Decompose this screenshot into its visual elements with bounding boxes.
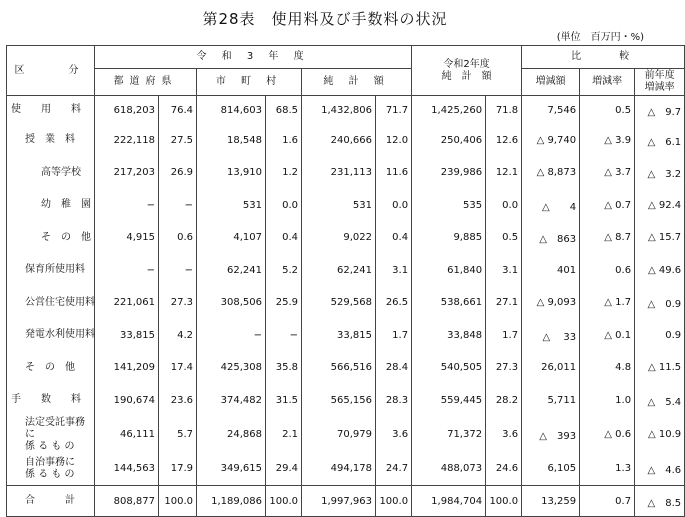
table-cell: 239,986 xyxy=(412,157,486,190)
row-label: 法定受託事務に 係 る も の xyxy=(7,417,95,453)
table-cell: 221,061 xyxy=(95,287,159,320)
table-cell: 529,568 xyxy=(302,287,376,320)
table-cell: △ 9,093 xyxy=(522,287,580,320)
row-label: 保育所使用料 xyxy=(7,254,95,287)
table-cell: 814,603 xyxy=(197,96,266,125)
table-cell: △ 8.5 xyxy=(635,486,685,517)
table-cell: 31.5 xyxy=(266,384,302,417)
header-r3: 令 和 3 年 度 xyxy=(95,46,412,69)
table-cell: 27.5 xyxy=(159,124,197,157)
header-prev-rate: 前年度 増減率 xyxy=(635,69,685,96)
table-cell: 33,815 xyxy=(95,319,159,352)
table-cell: △ 0.1 xyxy=(580,319,635,352)
table-cell: 100.0 xyxy=(486,486,522,517)
table-cell: 9,885 xyxy=(412,222,486,255)
table-cell: 70,979 xyxy=(302,417,376,453)
table-cell: 250,406 xyxy=(412,124,486,157)
table-cell: − xyxy=(266,319,302,352)
table-row xyxy=(7,254,685,287)
table-cell: 4.2 xyxy=(159,319,197,352)
table-cell: 808,877 xyxy=(95,486,159,517)
table-cell: 540,505 xyxy=(412,352,486,385)
table-cell: △ 4.6 xyxy=(635,453,685,486)
table-cell: △ 5.4 xyxy=(635,384,685,417)
unit-note: (単位 百万円・%) xyxy=(556,32,644,43)
table-cell: 26.9 xyxy=(159,157,197,190)
table-cell: 4,915 xyxy=(95,222,159,255)
table-cell: 0.5 xyxy=(486,222,522,255)
table-cell: 190,674 xyxy=(95,384,159,417)
table-cell: 0.0 xyxy=(266,189,302,222)
table-cell: △ 3.9 xyxy=(580,124,635,157)
table-cell: 2.1 xyxy=(266,417,302,453)
table-cell: 1,997,963 xyxy=(302,486,376,517)
table-cell: 1,984,704 xyxy=(412,486,486,517)
table-cell: 33,848 xyxy=(412,319,486,352)
table-cell: △ 0.7 xyxy=(580,189,635,222)
table-cell: 425,308 xyxy=(197,352,266,385)
table-cell: 26.5 xyxy=(376,287,412,320)
table-cell: 12.0 xyxy=(376,124,412,157)
table-cell: − xyxy=(197,319,266,352)
table-cell: 559,445 xyxy=(412,384,486,417)
table-cell: 308,506 xyxy=(197,287,266,320)
table-cell: 494,178 xyxy=(302,453,376,486)
header-diff: 増減額 xyxy=(522,69,580,96)
table-cell: 28.3 xyxy=(376,384,412,417)
table-cell: 33,815 xyxy=(302,319,376,352)
table-cell: △ 6.1 xyxy=(635,124,685,157)
table-cell: 17.9 xyxy=(159,453,197,486)
table-cell: 9,022 xyxy=(302,222,376,255)
table-cell: △ 0.9 xyxy=(635,287,685,320)
table-cell: 27.3 xyxy=(159,287,197,320)
table-row xyxy=(7,417,685,453)
table-cell: △ 3.7 xyxy=(580,157,635,190)
table-cell: 1.0 xyxy=(580,384,635,417)
table-cell: 217,203 xyxy=(95,157,159,190)
table-row xyxy=(7,222,685,255)
table-cell: △ 10.9 xyxy=(635,417,685,453)
table-cell: 71.8 xyxy=(486,96,522,125)
header-r3-muni: 市 町 村 xyxy=(197,69,302,96)
header-r2: 令和2年度 純 計 額 xyxy=(412,46,522,96)
table-body xyxy=(7,96,685,517)
table-cell: 0.6 xyxy=(159,222,197,255)
table-cell: 100.0 xyxy=(266,486,302,517)
table-cell: 28.2 xyxy=(486,384,522,417)
table-cell: 1,189,086 xyxy=(197,486,266,517)
row-label: そ の 他 xyxy=(7,222,95,255)
table-cell: 538,661 xyxy=(412,287,486,320)
table-cell: 62,241 xyxy=(302,254,376,287)
table-cell: 3.6 xyxy=(486,417,522,453)
table-cell: 618,203 xyxy=(95,96,159,125)
table-cell: 0.4 xyxy=(266,222,302,255)
table-cell: 1,432,806 xyxy=(302,96,376,125)
table-cell: △ 0.6 xyxy=(580,417,635,453)
table-cell: 1.2 xyxy=(266,157,302,190)
table-cell: 565,156 xyxy=(302,384,376,417)
table-cell: 12.1 xyxy=(486,157,522,190)
table-cell: △ 49.6 xyxy=(635,254,685,287)
page-title: 第28表 使用料及び手数料の状況 xyxy=(202,10,448,28)
table-cell: 29.4 xyxy=(266,453,302,486)
table-cell: 62,241 xyxy=(197,254,266,287)
table-cell: 7,546 xyxy=(522,96,580,125)
table-cell: △ 8,873 xyxy=(522,157,580,190)
table-row xyxy=(7,486,685,517)
table-cell: △ 393 xyxy=(522,417,580,453)
table-cell: 28.4 xyxy=(376,352,412,385)
table-cell: 4,107 xyxy=(197,222,266,255)
table-cell: 100.0 xyxy=(159,486,197,517)
table-cell: 1.3 xyxy=(580,453,635,486)
table-cell: 0.0 xyxy=(486,189,522,222)
table-cell: 6,105 xyxy=(522,453,580,486)
table-cell: 4.8 xyxy=(580,352,635,385)
table-cell: 26,011 xyxy=(522,352,580,385)
table-cell: 0.4 xyxy=(376,222,412,255)
table-cell: 18,548 xyxy=(197,124,266,157)
table-cell: 23.6 xyxy=(159,384,197,417)
table-cell: − xyxy=(95,189,159,222)
table-cell: 0.7 xyxy=(580,486,635,517)
table-cell: 35.8 xyxy=(266,352,302,385)
table-cell: 0.0 xyxy=(376,189,412,222)
table-cell: 349,615 xyxy=(197,453,266,486)
table-cell: − xyxy=(159,189,197,222)
table-cell: △ 9,740 xyxy=(522,124,580,157)
table-row xyxy=(7,157,685,190)
table-cell: 0.5 xyxy=(580,96,635,125)
table-cell: 24.7 xyxy=(376,453,412,486)
table-cell: 5.2 xyxy=(266,254,302,287)
row-label: 合 計 xyxy=(7,486,95,517)
table-cell: 1,425,260 xyxy=(412,96,486,125)
table-cell: 240,666 xyxy=(302,124,376,157)
table-row xyxy=(7,189,685,222)
row-label: 発電水利使用料 xyxy=(7,319,95,352)
table-cell: △ 4 xyxy=(522,189,580,222)
table-cell: 1.6 xyxy=(266,124,302,157)
table-cell: △ 33 xyxy=(522,319,580,352)
table-cell: 46,111 xyxy=(95,417,159,453)
table-cell: 13,910 xyxy=(197,157,266,190)
header-category: 区 分 xyxy=(7,46,95,96)
table-cell: 231,113 xyxy=(302,157,376,190)
table-cell: 12.6 xyxy=(486,124,522,157)
header-compare: 比 較 xyxy=(522,46,685,69)
table-cell: 531 xyxy=(302,189,376,222)
table-row xyxy=(7,384,685,417)
table-cell: 141,209 xyxy=(95,352,159,385)
table-cell: 222,118 xyxy=(95,124,159,157)
table-cell: 0.9 xyxy=(635,319,685,352)
table-cell: 5.7 xyxy=(159,417,197,453)
table-cell: 401 xyxy=(522,254,580,287)
row-label: 公営住宅使用料 xyxy=(7,287,95,320)
usage-fees-table xyxy=(6,45,685,517)
row-label: 授 業 料 xyxy=(7,124,95,157)
header-r3-pref: 都道府県 xyxy=(95,69,197,96)
table-cell: 17.4 xyxy=(159,352,197,385)
table-cell: △ 15.7 xyxy=(635,222,685,255)
table-cell: 374,482 xyxy=(197,384,266,417)
header-r3-net: 純 計 額 xyxy=(302,69,412,96)
table-row xyxy=(7,319,685,352)
row-label: 使 用 料 xyxy=(7,96,95,125)
header-rate: 増減率 xyxy=(580,69,635,96)
table-cell: 144,563 xyxy=(95,453,159,486)
table-cell: 3.1 xyxy=(376,254,412,287)
table-cell: 27.3 xyxy=(486,352,522,385)
table-cell: 3.6 xyxy=(376,417,412,453)
table-row xyxy=(7,453,685,486)
table-cell: △ 3.2 xyxy=(635,157,685,190)
table-cell: 11.6 xyxy=(376,157,412,190)
row-label: そ の 他 xyxy=(7,352,95,385)
table-cell: 5,711 xyxy=(522,384,580,417)
table-cell: △ 1.7 xyxy=(580,287,635,320)
table-cell: 24,868 xyxy=(197,417,266,453)
table-cell: 71,372 xyxy=(412,417,486,453)
table-cell: 25.9 xyxy=(266,287,302,320)
table-cell: − xyxy=(159,254,197,287)
table-cell: 535 xyxy=(412,189,486,222)
row-label: 幼 稚 園 xyxy=(7,189,95,222)
row-label: 自治事務に 係 る も の xyxy=(7,453,95,486)
table-cell: △ 8.7 xyxy=(580,222,635,255)
table-cell: 13,259 xyxy=(522,486,580,517)
table-cell: 24.6 xyxy=(486,453,522,486)
table-cell: 1.7 xyxy=(486,319,522,352)
row-label: 手 数 料 xyxy=(7,384,95,417)
table-cell: △ 9.7 xyxy=(635,96,685,125)
table-row xyxy=(7,352,685,385)
table-cell: 566,516 xyxy=(302,352,376,385)
table-cell: △ 863 xyxy=(522,222,580,255)
table-cell: 76.4 xyxy=(159,96,197,125)
table-row xyxy=(7,124,685,157)
row-label: 高等学校 xyxy=(7,157,95,190)
table-cell: 3.1 xyxy=(486,254,522,287)
table-cell: 0.6 xyxy=(580,254,635,287)
table-cell: △ 92.4 xyxy=(635,189,685,222)
table-row xyxy=(7,96,685,125)
table-cell: 68.5 xyxy=(266,96,302,125)
table-cell: 488,073 xyxy=(412,453,486,486)
table-cell: 1.7 xyxy=(376,319,412,352)
table-cell: 61,840 xyxy=(412,254,486,287)
table-cell: − xyxy=(95,254,159,287)
table-cell: 531 xyxy=(197,189,266,222)
table-cell: △ 11.5 xyxy=(635,352,685,385)
table-cell: 27.1 xyxy=(486,287,522,320)
table-cell: 100.0 xyxy=(376,486,412,517)
table-row xyxy=(7,287,685,320)
table-cell: 71.7 xyxy=(376,96,412,125)
